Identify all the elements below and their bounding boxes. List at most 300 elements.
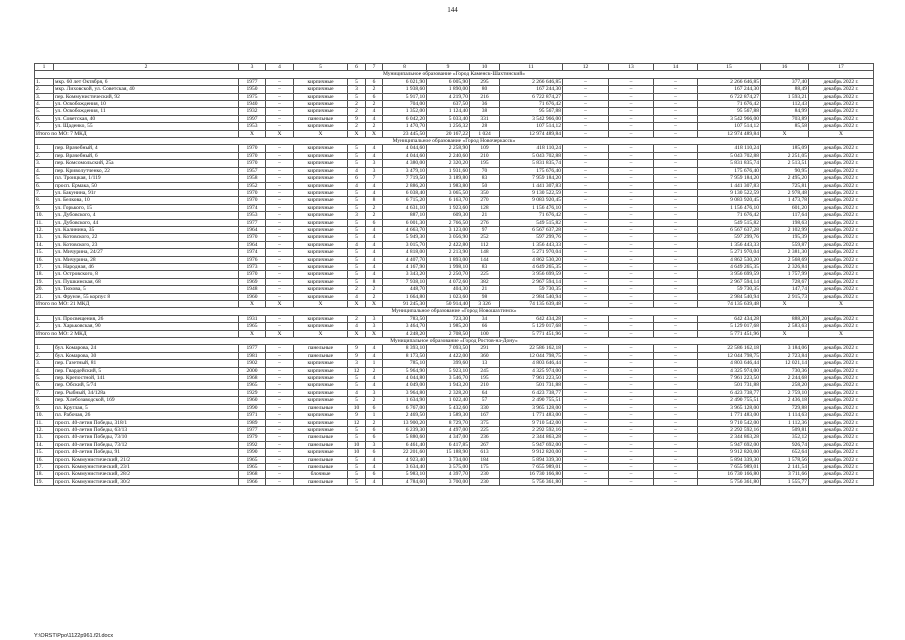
table-cell: декабрь 2022 г. xyxy=(809,367,874,374)
housing-register-table xyxy=(34,63,874,486)
table-cell: 17. xyxy=(35,263,54,270)
table-cell: 4 049,00 xyxy=(383,382,427,389)
table-cell: декабрь 2022 г. xyxy=(809,315,874,322)
table-cell: – xyxy=(563,375,609,382)
table-cell: кирпичные xyxy=(294,197,348,204)
table-cell: – xyxy=(609,256,654,263)
table-row xyxy=(35,426,874,433)
table-cell: 9 130 522,59 xyxy=(500,189,563,196)
table-cell: – xyxy=(609,263,654,270)
table-cell: – xyxy=(654,404,698,411)
table-cell: кирпичные xyxy=(294,234,348,241)
table-cell: 4 663,70 xyxy=(383,226,427,233)
table-cell: кирпичные xyxy=(294,360,348,367)
table-cell: 3 xyxy=(366,441,383,448)
table-cell: 7. xyxy=(35,123,54,130)
table-cell: – xyxy=(563,367,609,374)
table-cell: пл. Троицкая, 1/119 xyxy=(54,175,239,182)
table-cell: 6 767,00 xyxy=(383,404,427,411)
table-cell: 14. xyxy=(35,441,54,448)
table-cell: – xyxy=(563,449,609,456)
table-cell: 230 xyxy=(470,478,500,485)
table-cell: 6 xyxy=(366,404,383,411)
table-cell: 3. xyxy=(35,360,54,367)
table-cell: 642 434,28 xyxy=(698,315,761,322)
table-row xyxy=(35,93,874,100)
table-cell: 84,99 xyxy=(761,108,809,115)
table-cell: – xyxy=(609,478,654,485)
table-cell: – xyxy=(563,315,609,322)
table-cell: – xyxy=(266,449,294,456)
table-cell: – xyxy=(654,315,698,322)
table-cell: – xyxy=(563,360,609,367)
table-cell: 1990 xyxy=(239,449,266,456)
table-cell: 330 xyxy=(470,404,500,411)
table-cell: 9 710 542,00 xyxy=(500,419,563,426)
table-cell: 2 xyxy=(366,101,383,108)
table-cell: – xyxy=(609,367,654,374)
table-cell: 1958 xyxy=(239,175,266,182)
table-cell: 66 xyxy=(470,323,500,330)
table-cell: декабрь 2022 г. xyxy=(809,115,874,122)
table-cell: – xyxy=(654,389,698,396)
table-cell: 725,81 xyxy=(761,182,809,189)
table-cell: 9 912 820,00 xyxy=(500,449,563,456)
table-cell: 1977 xyxy=(239,78,266,85)
table-cell: 1974 xyxy=(239,204,266,211)
table-cell: ул. Горького, 15 xyxy=(54,204,239,211)
table-cell: – xyxy=(563,441,609,448)
table-cell: 1965 xyxy=(239,463,266,470)
table-cell: кирпичные xyxy=(294,152,348,159)
table-cell: 19. xyxy=(35,478,54,485)
table-cell: 225 xyxy=(470,426,500,433)
table-cell: 2. xyxy=(35,352,54,359)
table-cell: 1957 xyxy=(239,167,266,174)
table-cell: декабрь 2022 г. xyxy=(809,212,874,219)
table-cell: 148 xyxy=(470,249,500,256)
table-cell: 13. xyxy=(35,234,54,241)
table-cell: 8 173,50 xyxy=(383,352,427,359)
table-cell: 9 xyxy=(348,115,366,122)
column-number-cell: 10 xyxy=(470,64,500,71)
table-cell: 2 513,51 xyxy=(761,160,809,167)
table-cell: 167 244,30 xyxy=(698,86,761,93)
table-cell: панельные xyxy=(294,352,348,359)
table-cell: – xyxy=(654,367,698,374)
table-cell: 9 xyxy=(348,412,366,419)
table-cell: – xyxy=(654,115,698,122)
table-cell: 7. xyxy=(35,189,54,196)
table-cell: 6 567 637,28 xyxy=(500,226,563,233)
table-cell: 3 965 128,00 xyxy=(698,404,761,411)
table-cell: – xyxy=(563,234,609,241)
table-cell: 13. xyxy=(35,434,54,441)
table-row xyxy=(35,115,874,122)
table-cell: 6 042,20 xyxy=(383,115,427,122)
table-cell: 4 862 530,20 xyxy=(500,256,563,263)
table-cell: 6. xyxy=(35,182,54,189)
table-cell: декабрь 2022 г. xyxy=(809,456,874,463)
table-cell: 3 965 128,00 xyxy=(500,404,563,411)
table-cell: ул. Дубовского, 44 xyxy=(54,219,239,226)
table-cell: 7 093,50 xyxy=(427,345,470,352)
table-cell: 2 320,20 xyxy=(427,160,470,167)
total-cell: X xyxy=(239,301,266,308)
table-cell: – xyxy=(266,160,294,167)
table-cell: – xyxy=(563,263,609,270)
table-cell: 6 xyxy=(366,78,383,85)
table-cell: 1 589,30 xyxy=(427,412,470,419)
table-cell: 559,87 xyxy=(761,241,809,248)
table-cell: 5 xyxy=(348,456,366,463)
table-cell: ул. Фрунзе, 55 корпус 8 xyxy=(54,293,239,300)
table-cell: 2 xyxy=(348,101,366,108)
table-cell: – xyxy=(266,234,294,241)
table-cell: 5 xyxy=(348,189,366,196)
table-cell: 1952 xyxy=(239,182,266,189)
table-cell: 198,63 xyxy=(761,219,809,226)
table-cell: – xyxy=(609,471,654,478)
table-cell: – xyxy=(654,182,698,189)
table-cell: 15 188,90 xyxy=(427,449,470,456)
table-row xyxy=(35,86,874,93)
table-cell: 12 xyxy=(348,419,366,426)
total-cell: X xyxy=(809,301,874,308)
table-cell: просп. Ермака, 50 xyxy=(54,182,239,189)
section-title-row xyxy=(35,138,874,145)
table-cell: 230 xyxy=(470,471,500,478)
table-cell: 5. xyxy=(35,375,54,382)
table-cell: 95 567,88 xyxy=(698,108,761,115)
table-cell: 3 xyxy=(366,389,383,396)
table-cell: – xyxy=(563,382,609,389)
table-cell: – xyxy=(563,167,609,174)
table-cell: 6 xyxy=(366,471,383,478)
table-cell: – xyxy=(654,145,698,152)
table-cell: декабрь 2022 г. xyxy=(809,256,874,263)
table-cell: – xyxy=(563,197,609,204)
table-cell: 1 256,32 xyxy=(427,123,470,130)
table-cell: 70 xyxy=(470,167,500,174)
table-cell: 404,30 xyxy=(427,286,470,293)
table-cell: – xyxy=(654,256,698,263)
table-cell: 1970 xyxy=(239,271,266,278)
table-cell: 1970 xyxy=(239,160,266,167)
total-cell: 12 974 489,84 xyxy=(698,130,761,137)
table-cell: – xyxy=(266,182,294,189)
table-cell: – xyxy=(266,389,294,396)
table-cell: 4 xyxy=(366,249,383,256)
table-cell: 1950 xyxy=(239,86,266,93)
table-cell: декабрь 2022 г. xyxy=(809,271,874,278)
table-row xyxy=(35,152,874,159)
table-cell: 6 001,30 xyxy=(383,219,427,226)
table-cell: 167 xyxy=(470,412,500,419)
table-cell: кирпичные xyxy=(294,167,348,174)
table-cell: просп. 40-летия Победы, 73/10 xyxy=(54,434,239,441)
table-cell: – xyxy=(654,204,698,211)
table-cell: пер. Крепостной, 141 xyxy=(54,375,239,382)
table-cell: 1970 xyxy=(239,189,266,196)
table-cell: 9. xyxy=(35,404,54,411)
table-cell: – xyxy=(654,167,698,174)
table-cell: 2 251,05 xyxy=(761,152,809,159)
table-cell: – xyxy=(609,419,654,426)
table-cell: кирпичные xyxy=(294,286,348,293)
table-cell: декабрь 2022 г. xyxy=(809,78,874,85)
table-cell: – xyxy=(609,345,654,352)
table-cell: – xyxy=(563,226,609,233)
table-cell: 2 344 863,28 xyxy=(698,434,761,441)
table-cell: 1953 xyxy=(239,123,266,130)
table-cell: просп. 40-летия Победы, 63/13 xyxy=(54,426,239,433)
table-cell: 1989 xyxy=(239,419,266,426)
table-cell: – xyxy=(654,219,698,226)
table-cell: декабрь 2022 г. xyxy=(809,160,874,167)
table-cell: – xyxy=(609,212,654,219)
table-cell: 3 056,90 xyxy=(427,234,470,241)
table-cell: 5 xyxy=(348,426,366,433)
table-cell: 1 441 307,83 xyxy=(500,182,563,189)
table-row xyxy=(35,382,874,389)
table-cell: кирпичные xyxy=(294,93,348,100)
table-cell: 5 xyxy=(348,234,366,241)
table-cell: – xyxy=(609,375,654,382)
page-number: 144 xyxy=(447,6,458,14)
table-cell: – xyxy=(266,375,294,382)
table-cell: 10. xyxy=(35,412,54,419)
table-cell: 1. xyxy=(35,78,54,85)
table-cell: декабрь 2022 г. xyxy=(809,226,874,233)
table-cell: 4 xyxy=(366,226,383,233)
table-cell: – xyxy=(563,323,609,330)
table-cell: кирпичные xyxy=(294,78,348,85)
table-cell: 729,88 xyxy=(761,404,809,411)
table-cell: 1 634,90 xyxy=(383,397,427,404)
table-cell: 12. xyxy=(35,226,54,233)
table-cell: ул. Советская, 40 xyxy=(54,115,239,122)
table-cell: 1948 xyxy=(239,286,266,293)
table-cell: 88,49 xyxy=(761,86,809,93)
table-cell: – xyxy=(266,204,294,211)
table-cell: 6 461,40 xyxy=(383,441,427,448)
table-cell: 3 xyxy=(348,86,366,93)
table-cell: – xyxy=(609,219,654,226)
table-cell: 4 347,00 xyxy=(427,434,470,441)
table-cell: 6 xyxy=(366,219,383,226)
table-cell: – xyxy=(266,263,294,270)
table-cell: 4 631,10 xyxy=(383,204,427,211)
table-cell: 1990 xyxy=(239,404,266,411)
table-cell: 4 923,40 xyxy=(383,456,427,463)
table-cell: декабрь 2022 г. xyxy=(809,278,874,285)
table-cell: – xyxy=(563,175,609,182)
total-cell: 5 771 451,96 xyxy=(698,330,761,337)
table-cell: декабрь 2022 г. xyxy=(809,463,874,470)
total-row xyxy=(35,130,874,137)
table-cell: 10 xyxy=(348,404,366,411)
table-cell: 4 xyxy=(366,345,383,352)
table-cell: 5 xyxy=(348,93,366,100)
table-cell: 4 325 974,00 xyxy=(698,367,761,374)
table-cell: 5 xyxy=(348,219,366,226)
table-cell: 1970 xyxy=(239,197,266,204)
total-cell: 20 167,22 xyxy=(427,130,470,137)
table-cell: 2 102,99 xyxy=(761,226,809,233)
table-cell: 195 xyxy=(470,375,500,382)
table-cell: 7 655 989,01 xyxy=(698,463,761,470)
table-cell: 10 xyxy=(348,441,366,448)
table-cell: 377,40 xyxy=(761,78,809,85)
table-cell: 4 xyxy=(348,389,366,396)
table-row xyxy=(35,404,874,411)
total-cell: – xyxy=(654,130,698,137)
table-cell: просп. 40-летия Победы, 318/1 xyxy=(54,419,239,426)
table-cell: – xyxy=(654,293,698,300)
table-cell: – xyxy=(563,352,609,359)
table-cell: ул. Дубовского, 4 xyxy=(54,212,239,219)
table-cell: 3 xyxy=(348,212,366,219)
table-cell: 16 730 166,80 xyxy=(500,471,563,478)
table-cell: 117,64 xyxy=(761,212,809,219)
table-cell: 2 326,84 xyxy=(761,263,809,270)
table-cell: – xyxy=(266,219,294,226)
table-cell: 2 978,48 xyxy=(761,189,809,196)
table-cell: 167 244,30 xyxy=(500,86,563,93)
table-cell: – xyxy=(266,360,294,367)
table-cell: 8 729,70 xyxy=(427,419,470,426)
table-cell: декабрь 2022 г. xyxy=(809,286,874,293)
table-row xyxy=(35,463,874,470)
table-cell: – xyxy=(266,478,294,485)
table-cell: 7 961 223,50 xyxy=(698,375,761,382)
table-cell: блочные xyxy=(294,471,348,478)
table-cell: 783,50 xyxy=(383,315,427,322)
table-cell: декабрь 2022 г. xyxy=(809,404,874,411)
column-number-cell: 15 xyxy=(698,64,761,71)
table-cell: декабрь 2022 г. xyxy=(809,249,874,256)
table-cell: ул. Просвещения, 26 xyxy=(54,315,239,322)
total-cell: – xyxy=(654,301,698,308)
table-cell: 1965 xyxy=(239,323,266,330)
table-cell: 5 831 835,74 xyxy=(500,160,563,167)
table-cell: 4 xyxy=(348,167,366,174)
table-cell: мкр. 60 лет Октября, 6 xyxy=(54,78,239,85)
table-cell: – xyxy=(563,108,609,115)
table-cell: – xyxy=(266,315,294,322)
table-cell: 1977 xyxy=(239,426,266,433)
table-cell: – xyxy=(609,360,654,367)
table-cell: 2 984 540,94 xyxy=(698,293,761,300)
table-cell: 128 xyxy=(470,204,500,211)
table-cell: 5 xyxy=(348,249,366,256)
table-cell: 5 271 970,04 xyxy=(698,249,761,256)
table-cell: – xyxy=(563,86,609,93)
table-cell: – xyxy=(563,115,609,122)
table-cell: 90,95 xyxy=(761,167,809,174)
table-cell: 16. xyxy=(35,456,54,463)
table-cell: декабрь 2022 г. xyxy=(809,241,874,248)
table-cell: 1968 xyxy=(239,471,266,478)
table-cell: декабрь 2022 г. xyxy=(809,449,874,456)
column-number-cell: 11 xyxy=(500,64,563,71)
table-cell: 9 083 920,45 xyxy=(500,197,563,204)
table-cell: 5 xyxy=(348,375,366,382)
table-cell: 723,30 xyxy=(427,315,470,322)
table-cell: – xyxy=(266,115,294,122)
total-cell: X xyxy=(239,130,266,137)
table-cell: 2 xyxy=(366,286,383,293)
table-cell: – xyxy=(609,286,654,293)
table-cell: 1 156 476,10 xyxy=(500,204,563,211)
table-cell: – xyxy=(654,345,698,352)
table-cell: пер. Коммунистический, 92 xyxy=(54,93,239,100)
table-cell: 5 xyxy=(348,463,366,470)
table-cell: 3 634,40 xyxy=(383,463,427,470)
table-cell: 637,50 xyxy=(427,101,470,108)
total-cell: 74 135 639,48 xyxy=(500,301,563,308)
table-row xyxy=(35,360,874,367)
table-cell: 9 xyxy=(348,345,366,352)
table-cell: ул. Тюхова, 5 xyxy=(54,286,239,293)
table-cell: – xyxy=(266,463,294,470)
table-cell: 1 112,36 xyxy=(761,419,809,426)
table-cell: 1902 xyxy=(239,360,266,367)
table-cell: 549 515,82 xyxy=(698,219,761,226)
table-cell: 2 568,69 xyxy=(761,256,809,263)
table-cell: 4 xyxy=(366,263,383,270)
table-cell: 12 xyxy=(348,367,366,374)
table-cell: – xyxy=(563,478,609,485)
total-cell: X xyxy=(239,330,266,337)
table-cell: 5 949,30 xyxy=(383,234,427,241)
table-cell: 1 931,60 xyxy=(427,167,470,174)
table-cell: 597 299,76 xyxy=(500,234,563,241)
table-cell: 5 xyxy=(348,145,366,152)
table-cell: 107 514,12 xyxy=(698,123,761,130)
table-cell: – xyxy=(609,115,654,122)
table-cell: – xyxy=(609,434,654,441)
table-cell: кирпичные xyxy=(294,293,348,300)
table-cell: – xyxy=(266,323,294,330)
table-cell: 64 xyxy=(470,389,500,396)
table-cell: 57 xyxy=(470,397,500,404)
table-cell: – xyxy=(609,226,654,233)
table-cell: 50 xyxy=(470,182,500,189)
table-cell: – xyxy=(563,434,609,441)
table-cell: – xyxy=(266,434,294,441)
table-cell: 6 239,30 xyxy=(383,426,427,433)
table-cell: 144 xyxy=(470,256,500,263)
table-row xyxy=(35,182,874,189)
table-cell: мкр. Лиховской, ул. Советская, 40 xyxy=(54,86,239,93)
table-cell: 3 189,80 xyxy=(427,175,470,182)
table-cell: 2 381,30 xyxy=(761,249,809,256)
table-cell: – xyxy=(654,412,698,419)
table-cell: пер. Врачебный, 4 xyxy=(54,145,239,152)
table-cell: кирпичные xyxy=(294,175,348,182)
table-cell: – xyxy=(654,456,698,463)
table-cell: 210 xyxy=(470,382,500,389)
table-cell: – xyxy=(609,323,654,330)
table-cell: 1997 xyxy=(239,115,266,122)
table-cell: 1964 xyxy=(239,226,266,233)
table-cell: 85,58 xyxy=(761,123,809,130)
table-cell: – xyxy=(266,86,294,93)
table-cell: 2 250,70 xyxy=(427,271,470,278)
table-cell: 5 917,10 xyxy=(383,93,427,100)
